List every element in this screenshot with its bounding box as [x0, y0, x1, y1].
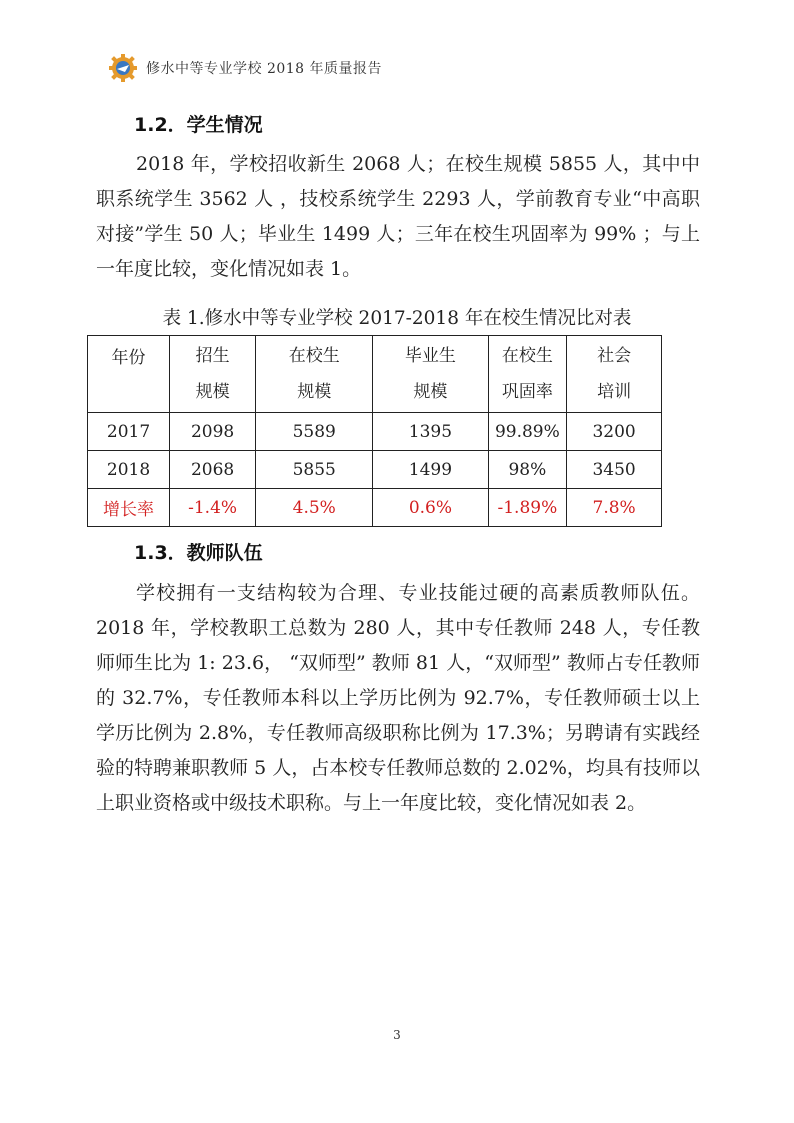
table-cell: 2068: [170, 451, 256, 489]
table-cell: 2017: [88, 413, 170, 451]
table-row: [88, 451, 662, 489]
table-cell: 2018: [88, 451, 170, 489]
table-cell: -1.89%: [488, 489, 567, 527]
header-year: 年份: [88, 336, 170, 413]
header-students: 在校生 规模: [256, 336, 373, 413]
table-cell: 3450: [567, 451, 662, 489]
table-cell: 98%: [488, 451, 567, 489]
header-title: 修水中等专业学校 2018 年质量报告: [146, 61, 383, 77]
table-cell: 4.5%: [256, 489, 373, 527]
table-cell: 5855: [256, 451, 373, 489]
table-cell: 7.8%: [567, 489, 662, 527]
page-number: 3: [393, 1028, 401, 1042]
section-heading-students: 1.2．学生情况: [134, 114, 263, 136]
header-retention: 在校生 巩固率: [488, 336, 567, 413]
table-cell: 5589: [256, 413, 373, 451]
table-caption: 表 1.修水中等专业学校 2017-2018 年在校生情况比对表: [162, 308, 632, 329]
page-header: [108, 50, 708, 86]
table-cell: 1395: [373, 413, 488, 451]
table-row: [88, 413, 662, 451]
table-cell: -1.4%: [170, 489, 256, 527]
section-heading-teachers: 1.3．教师队伍: [134, 542, 263, 564]
table-cell: 2098: [170, 413, 256, 451]
table-cell: 3200: [567, 413, 662, 451]
school-gear-logo-icon: [108, 53, 138, 83]
header-social-training: 社会 培训: [567, 336, 662, 413]
table-cell: 增长率: [88, 489, 170, 527]
teachers-paragraph: 学校拥有一支结构较为合理、专业技能过硬的高素质教师队伍。2018 年，学校教职工总数为 280 人，其中专任教师 248 人，专任教师师生比为 1: 23.6， “双师型” 教师 81 人，“双师型” 教师占专任教师的 32.7%，专任教师本科以上学历比例为 92.7%，专任教师硕士以上学历比例为 2.8%，专任教师高级职称比例为 17.3%；另聘请有实践经验的特聘兼职教师 5 人，占本校专任教师总数的 2.02%，均具有技师以上职业资格或中级技术职称。与上一年度比较，变化情况如表 2。: [96, 582, 700, 814]
header-enrollment: 招生 规模: [170, 336, 256, 413]
table-cell: 99.89%: [488, 413, 567, 451]
students-paragraph: 2018 年，学校招收新生 2068 人；在校生规模 5855 人，其中中职系统学生 3562 人 ，技校系统学生 2293 人，学前教育专业“中高职对接”学生 50 人；毕业生 1499 人；三年在校生巩固率为 99% ；与上一年度比较，变化情况如表 1。: [96, 153, 700, 280]
table-header-row: [88, 336, 662, 413]
table-cell: 0.6%: [373, 489, 488, 527]
table-cell: 1499: [373, 451, 488, 489]
header-graduates: 毕业生 规模: [373, 336, 488, 413]
table-row-growth-rate: [88, 489, 662, 527]
enrollment-comparison-table: [87, 335, 662, 527]
